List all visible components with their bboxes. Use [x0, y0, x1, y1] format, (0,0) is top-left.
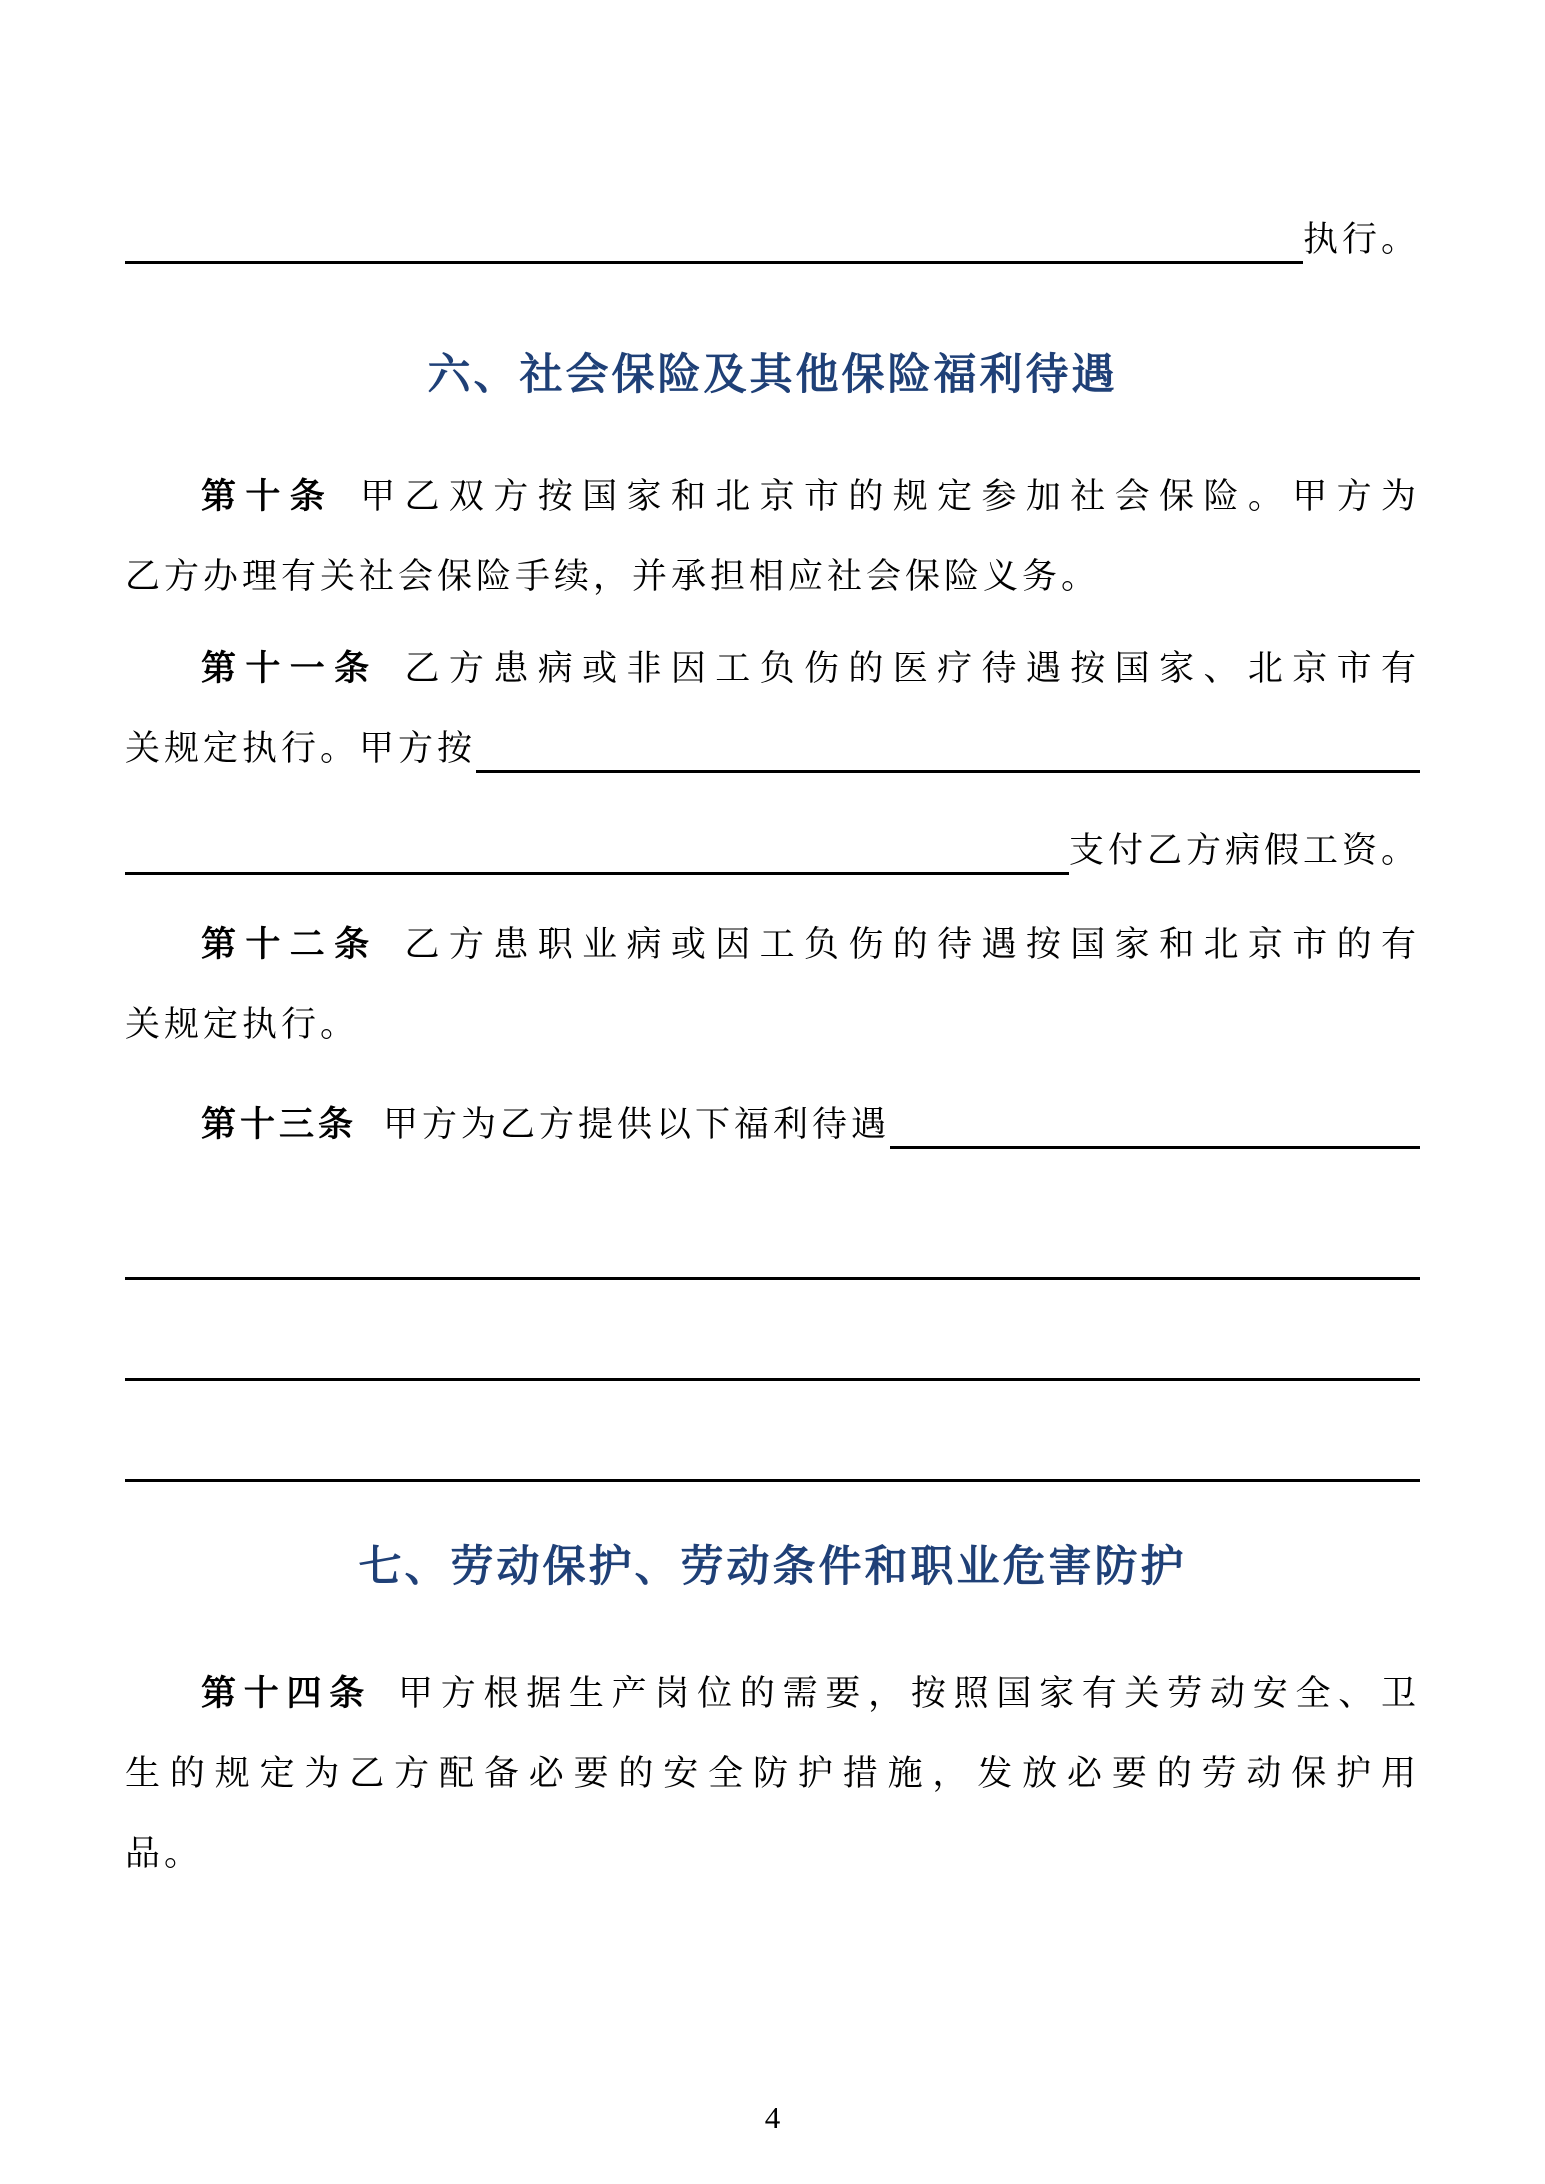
article-13: [125, 1085, 1420, 1165]
section-7-heading: 七、劳动保护、劳动条件和职业危害防护: [358, 1543, 1187, 1592]
fill-in-blank-underline: [125, 200, 1303, 264]
article-10-line-1: [125, 457, 1420, 537]
article-11-text-3: 支付乙方病假工资。: [1068, 831, 1420, 871]
article-14-text-2: 生的规定为乙方配备必要的安全防护措施，发放必要的劳动保护用: [125, 1753, 1420, 1793]
fill-in-blank-underline: [125, 811, 1069, 875]
article-12-line-1: [125, 905, 1420, 985]
article-10: [125, 457, 1420, 617]
blank-fill-in-lines: [125, 1179, 1420, 1482]
article-11-text-1: 乙方患病或非因工负伤的医疗待遇按国家、北京市有: [404, 649, 1420, 689]
article-10-text-1: 甲乙双方按国家和北京市的规定参加社会保险。甲方为: [360, 477, 1420, 517]
article-14-line-3: [125, 1814, 1420, 1894]
article-14-line-1: [125, 1654, 1420, 1734]
article-12: [125, 905, 1420, 1065]
continuation-line: [125, 200, 1420, 280]
article-12-text-2: 关规定执行。: [125, 1005, 360, 1045]
article-11: [125, 629, 1420, 891]
article-14-label: 第十四条: [201, 1673, 372, 1713]
article-10-text-2: 乙方办理有关社会保险手续，并承担相应社会保险义务。: [125, 557, 1101, 597]
fill-in-blank-underline: [890, 1085, 1420, 1149]
blank-underline: [125, 1381, 1420, 1482]
article-11-line-2: [125, 709, 1420, 789]
article-12-text-1: 乙方患职业病或因工负伤的待遇按国家和北京市的有: [404, 925, 1420, 965]
article-11-line-1: [125, 629, 1420, 709]
article-13-line-1: [125, 1085, 1420, 1165]
article-14: [125, 1654, 1420, 1894]
fill-in-blank-underline: [476, 709, 1420, 773]
blank-underline: [125, 1179, 1420, 1280]
article-13-text: 甲方为乙方提供以下福利待遇: [383, 1105, 891, 1145]
page-number: 4: [764, 2100, 781, 2135]
article-11-label: 第十一条: [201, 649, 379, 689]
blank-underline: [125, 1280, 1420, 1381]
article-11-text-2: 关规定执行。甲方按: [125, 729, 477, 769]
article-13-label: 第十三条: [201, 1105, 358, 1145]
article-14-line-2: [125, 1734, 1420, 1814]
article-12-line-2: [125, 985, 1420, 1065]
article-14-text-1: 甲方根据生产岗位的需要，按照国家有关劳动安全、卫: [397, 1673, 1420, 1713]
article-12-label: 第十二条: [201, 925, 379, 965]
article-14-text-3: 品。: [125, 1833, 204, 1873]
article-11-line-3: [125, 811, 1420, 891]
continuation-text: 执行。: [1302, 220, 1420, 259]
article-10-line-2: [125, 537, 1420, 617]
section-6-heading: 六、社会保险及其他保险福利待遇: [427, 351, 1118, 399]
article-10-label: 第十条: [201, 477, 335, 517]
